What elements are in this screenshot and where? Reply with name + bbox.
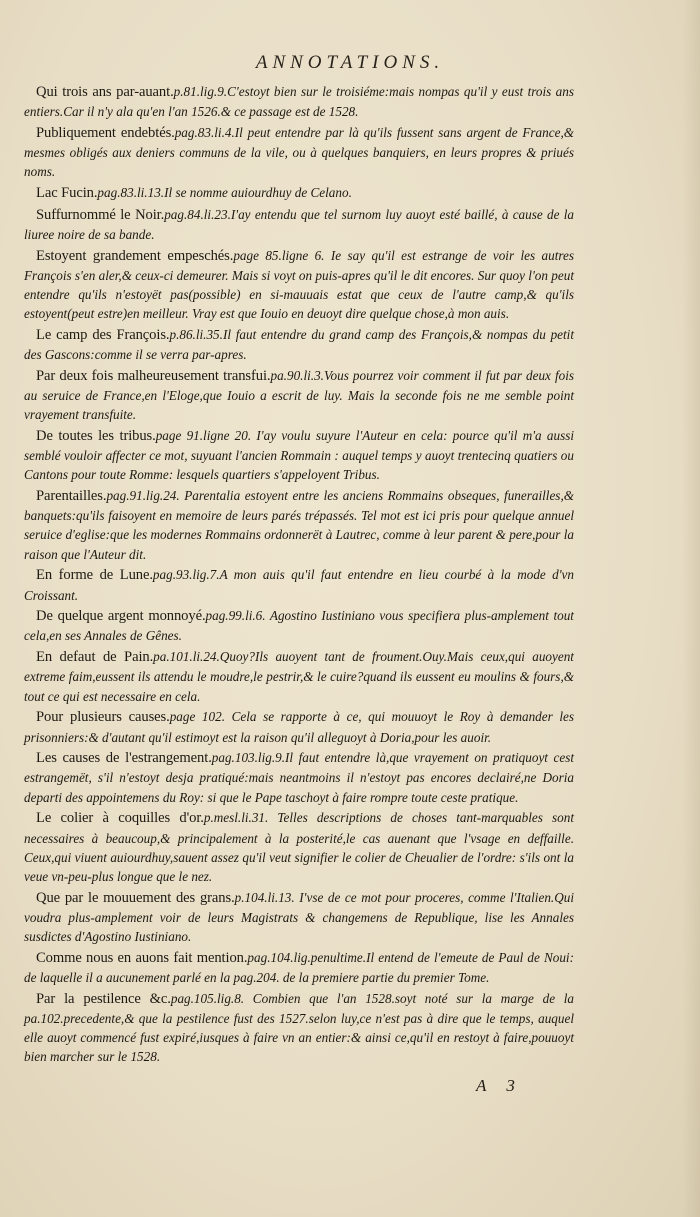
entry-commentary: p.104.li.13. I'vse de ce mot pour proceres, comme l'Italien.Qui voudra plus-amplement voir de leurs Magistrats & changemens de Republique, lise les Annales susdictes d'Agostino Iustiniano. (24, 889, 574, 945)
annotation-entry (24, 426, 574, 485)
entry-commentary: pag.91.lig.24. Parentalia estoyent entre les anciens Rommains obseques, funerailles,& banquets:qu'ils faisoyent en memoire de leurs parés trépassés. Tel mot est ici pris pour quelque annuel seruice d'eglise:que les modernes Rommains ordonnerët à Lautrec, comme à leur parent & pere,pour la raison que l'Auteur dit. (24, 488, 574, 562)
annotation-entry (24, 888, 574, 947)
page-edge-shading (682, 0, 700, 1217)
entry-lemma: Les causes de l'estrangement. (36, 750, 212, 767)
entry-lemma: Qui trois ans par-auant. (36, 84, 174, 100)
annotation-entry (24, 486, 574, 564)
annotation-entry (24, 707, 574, 746)
entry-commentary: pag.105.lig.8. Combien que l'an 1528.soyt noté sur la marge de la pa.102.precedente,& que la pestilence fust des 1527.selon luy,ce n'est pas à dire que le temps, auquel elle auoyt commencé fust expiré,iusques à faire vn an entier:& ainsi ce,qu'il en restoyt à faire,pouuoyt bien marcher sur le 1528. (24, 990, 574, 1065)
entry-commentary: pa.90.li.3.Vous pourrez voir comment il fut par deux fois au seruice de France,en l'Eloge,que Iouio a escrit de luy. Mais la seconde fois ne me semble point vrayement transfuite. (24, 367, 574, 423)
entry-commentary: pa.101.li.24.Quoy?Ils auoyent tant de froument.Ouy.Mais ceux,qui auoyent extreme faim,eussent ils attendu le moudre,le pestrir,& le cuire?quand ils eussent eu moulins & fours,& tout ce qui est necessaire en cela. (24, 649, 574, 704)
annotation-entry (24, 606, 574, 645)
entry-commentary: pag.83.li.13.Il se nomme auiourdhuy de Celano. (97, 185, 352, 201)
annotation-entry (24, 366, 574, 425)
entry-commentary: p.mesl.li.31. Telles descriptions de choses tant-marquables sont necessaires à beaucoup,& principalement à la posterité,le cas auenant que l'vsage en deffaille. Ceux,qui viuent auiourdhuy,sauent assez qu'il veut signifier le colier de Cheualier de l'ordre: s'ils ont la veue vn-peu-plus longue que le nez. (24, 810, 574, 884)
entry-lemma: Parentailles. (36, 488, 107, 505)
entry-lemma: Comme nous en auons fait mention. (36, 949, 248, 966)
entry-commentary: page 91.ligne 20. I'ay voulu suyure l'Auteur en cela: pource qu'il m'a aussi semblé vouloir affecter ce mot, suyuant l'ancien Rommain : auquel temps y auoyt trentecinq quatiers ou Cantons pour toute Romme: lesquels quartiers s'appeloyent Tribus. (24, 427, 574, 483)
running-header: ANNOTATIONS. (255, 52, 445, 73)
annotation-entry (24, 748, 574, 807)
entry-lemma: En forme de Lune. (36, 567, 153, 584)
annotation-entry (24, 565, 574, 604)
entry-lemma: Suffurnommé le Noir. (36, 206, 165, 223)
entry-lemma: De toutes les tribus. (36, 427, 156, 444)
entry-commentary: pag.103.lig.9.Il faut entendre là,que vrayement on pratiquoyt cest estrangemët, s'il n'estoyt desja pratiqué:mais neantmoins il n'estoyt pas encores declairé,ne Doria departi des appointemens du Roy: si que le Pape taschoyt à faire rompre toute ceste pratique. (24, 750, 574, 805)
entry-commentary: page 102. Cela se rapporte à ce, qui mouuoyt le Roy à demander les prisonniers:& d'autant qu'il estimoyt est la raison qu'il alleguoyt à Doria,pour les auoir. (24, 709, 574, 745)
annotation-entry (24, 989, 574, 1067)
entry-lemma: Par deux fois malheureusement transfui. (36, 367, 271, 384)
annotation-entry (24, 647, 574, 706)
entry-lemma: Que par le mouuement des grans. (36, 889, 235, 906)
entry-lemma: Le colier à coquilles d'or. (36, 810, 204, 827)
annotation-entry (24, 183, 574, 203)
annotations-body (24, 82, 574, 1068)
entry-lemma: De quelque argent monnoyé. (36, 608, 206, 625)
annotation-entry (24, 82, 574, 121)
entry-lemma: Le camp des François. (36, 326, 170, 343)
annotation-entry (24, 948, 574, 987)
entry-lemma: Estoyent grandement empeschés. (36, 247, 234, 264)
annotation-entry (24, 246, 574, 324)
entry-commentary: p.81.lig.9.C'estoyt bien sur le troisiéme:mais nompas qu'il y eust trois ans entiers.Car il n'y ala qu'en l'an 1526.& ce passage est de 1528. (24, 84, 574, 120)
entry-commentary: pag.104.lig.penultime.Il entend de l'emeute de Paul de Noui: de laquelle il a aucunement parlé en la pag.204. de la premiere partie du premier Tome. (24, 949, 574, 985)
entry-commentary: pag.84.li.23.I'ay entendu que tel surnom luy auoyt esté baillé, à cause de la liuree noire de sa bande. (24, 206, 574, 242)
annotation-entry (24, 123, 574, 182)
entry-lemma: Pour plusieurs causes. (36, 709, 170, 726)
entry-lemma: En defaut de Pain. (36, 649, 154, 666)
entry-lemma: Publiquement endebtés. (36, 124, 175, 141)
entry-commentary: p.86.li.35.Il faut entendre du grand camp des François,& nompas du petit des Gascons:comme il se verra par-apres. (24, 326, 575, 363)
entry-commentary: pag.93.lig.7.A mon auis qu'il faut entendre en lieu courbé à la mode d'vn Croissant. (24, 567, 574, 603)
annotation-entry (24, 205, 574, 244)
entry-lemma: Lac Fucin. (36, 185, 98, 202)
entry-commentary: page 85.ligne 6. Ie say qu'il est estrange de voir les autres François s'en aler,& ceux-ci demeurer. Mais si voyt on puis-apres qu'il le dit encores. Sur quoy l'on peut entendre qu'ils n'estoyët pas(possible) en si-mauuais estat que ceux de l'autre camp,& qu'ils estoyent(peut estre)en meilleur. Vray est que Iouio en deuoyt dire quelque chose,à mon auis. (24, 247, 575, 322)
annotation-entry (24, 325, 574, 364)
entry-lemma: Par la pestilence &c. (36, 990, 171, 1007)
signature-mark: A 3 (476, 1076, 523, 1095)
entry-commentary: pag.99.li.6. Agostino Iustiniano vous specifiera plus-amplement tout cela,en ses Annales de Gênes. (24, 608, 574, 644)
entry-commentary: pag.83.li.4.Il peut entendre par là qu'ils fussent sans argent de France,& mesmes obligés aux deniers communs de la vile, ou à quelques banquiers, en leurs propres & priués noms. (24, 124, 574, 180)
annotation-entry (24, 808, 574, 886)
